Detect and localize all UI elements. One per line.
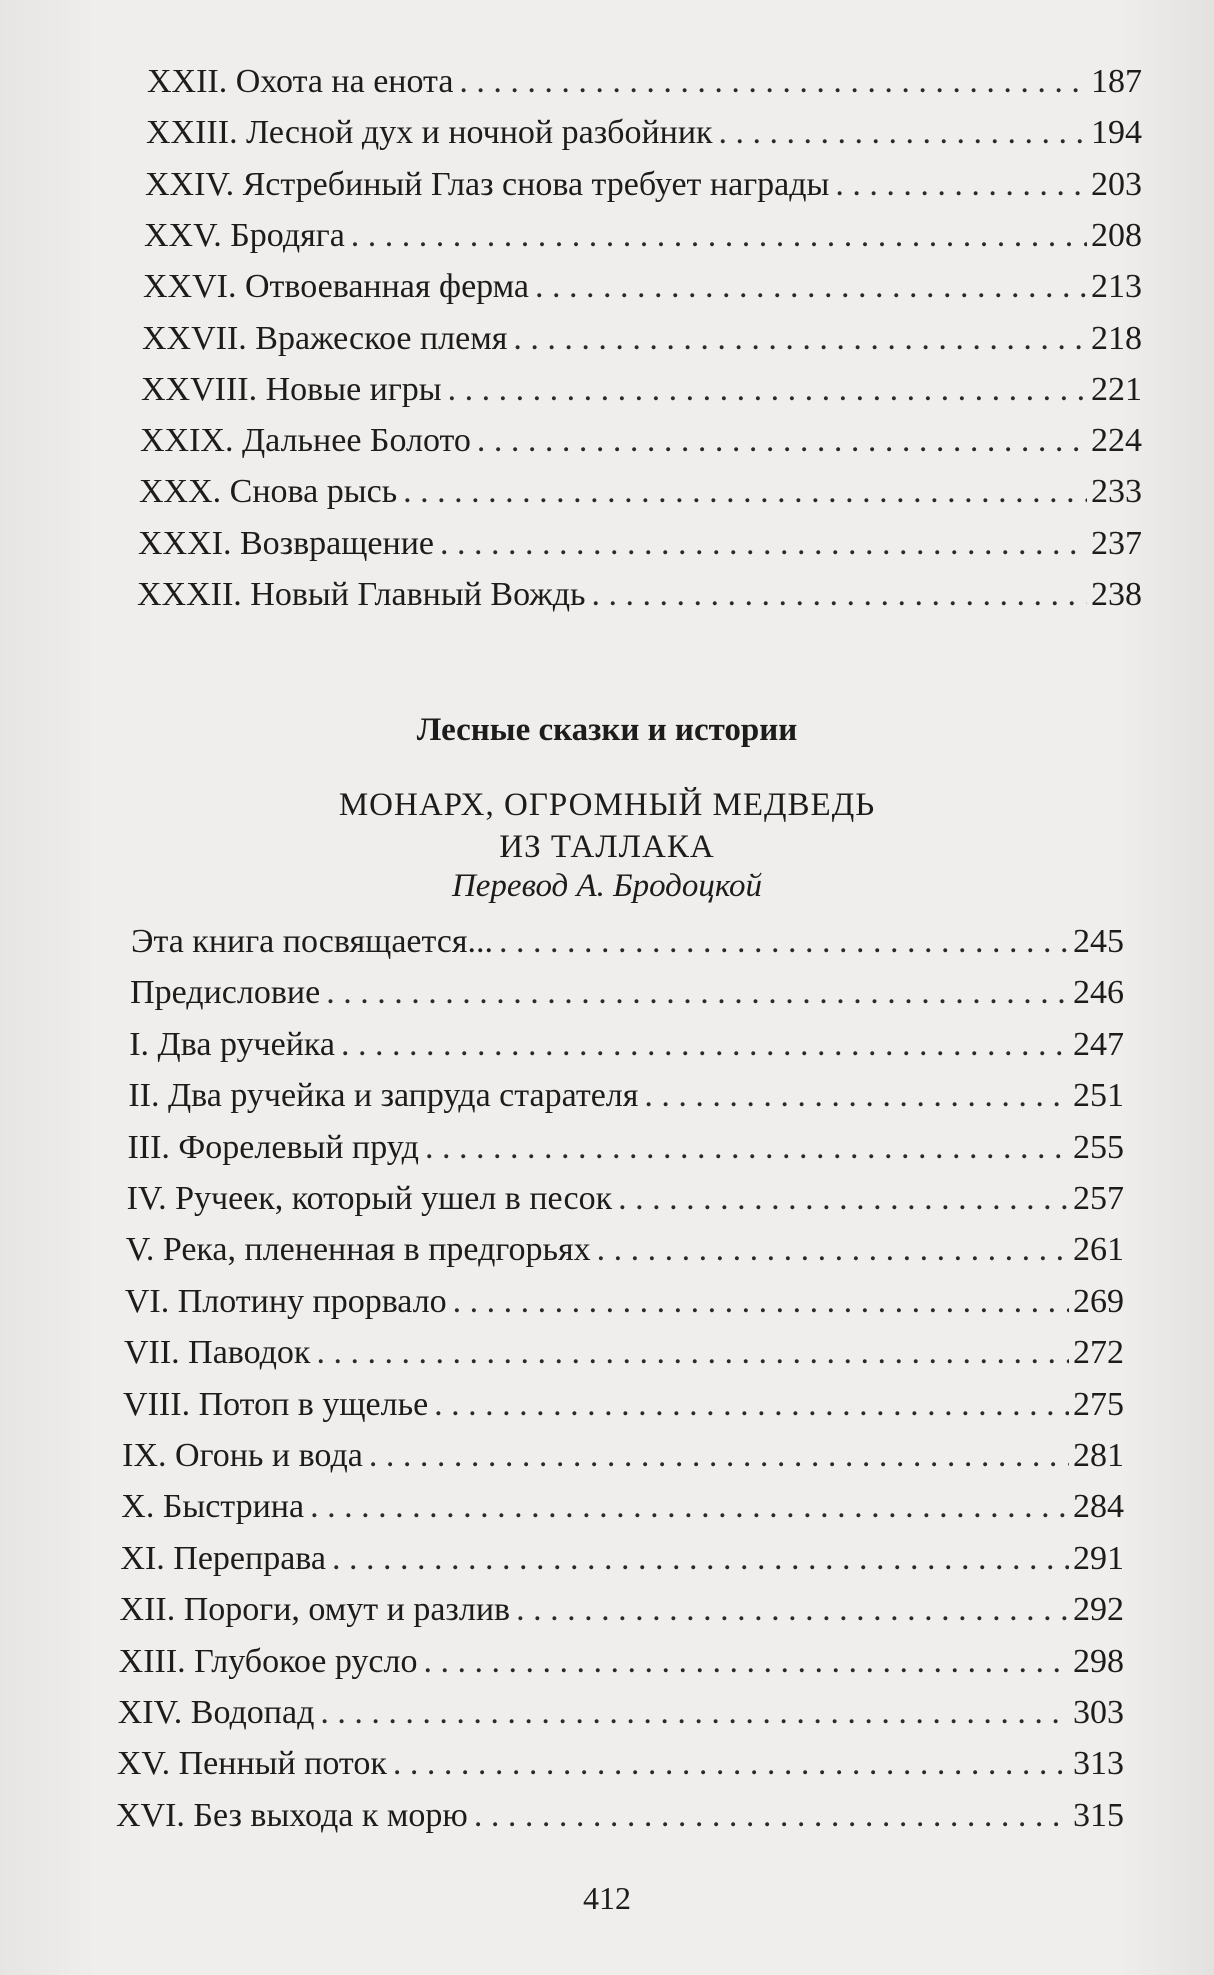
toc-entry-page: 255 — [1072, 1128, 1124, 1166]
toc-entry-page: 194 — [1091, 114, 1142, 152]
leader-dots — [499, 922, 1069, 962]
toc-entry-page: 213 — [1091, 268, 1142, 306]
toc-entry — [117, 1744, 1124, 1784]
toc-entry — [124, 1333, 1124, 1373]
toc-entry — [140, 421, 1142, 461]
toc-entry — [144, 216, 1142, 256]
toc-entry — [146, 113, 1142, 153]
toc-entry — [119, 1642, 1124, 1682]
toc-entry — [130, 973, 1124, 1013]
leader-dots — [835, 165, 1087, 205]
toc-entry-title: XXIV. Ястребиный Глаз снова требует награды — [145, 165, 830, 203]
toc-entry-page: 291 — [1072, 1539, 1124, 1577]
work-title-line-2: ИЗ ТАЛЛАКА — [499, 829, 715, 865]
toc-entry-title: Предисловие — [130, 974, 321, 1012]
page-number: 412 — [583, 1880, 631, 1916]
leader-dots — [597, 1230, 1069, 1270]
toc-entry-page: 251 — [1072, 1077, 1124, 1115]
section-heading: Лесные сказки и истории — [416, 712, 798, 748]
toc-entry-title: XXVII. Вражеское племя — [142, 319, 508, 357]
toc-entry-title: XXXII. Новый Главный Вождь — [137, 576, 586, 613]
toc-entry — [128, 1076, 1124, 1116]
leader-dots — [459, 62, 1087, 102]
toc-entry-title: VI. Плотину прорвало — [124, 1282, 447, 1320]
toc-entry-title: X. Быстрина — [121, 1488, 305, 1526]
toc-entry-title: Эта книга посвящается... — [131, 923, 493, 960]
toc-entry-title: XIII. Глубокое русло — [118, 1642, 418, 1680]
toc-entry-title: XI. Переправа — [120, 1539, 326, 1577]
toc-entry — [118, 1693, 1124, 1733]
toc-entry — [137, 575, 1142, 615]
toc-entry — [123, 1385, 1124, 1425]
toc-entry — [141, 370, 1142, 410]
toc-entry-title: XXVI. Отвоеванная ферма — [143, 268, 530, 306]
leader-dots — [448, 370, 1087, 410]
toc-entry-page: 246 — [1072, 974, 1124, 1012]
leader-dots — [434, 1385, 1069, 1425]
toc-entry-title: I. Два ручейка — [129, 1025, 335, 1063]
leader-dots — [425, 1128, 1069, 1168]
toc-entry-page: 237 — [1091, 524, 1142, 562]
toc-entry-page: 247 — [1072, 1025, 1124, 1063]
leader-dots — [320, 1693, 1069, 1733]
toc-entry-title: IV. Ручеек, который ушел в песок — [126, 1180, 613, 1217]
toc-entry — [147, 62, 1142, 102]
toc-entry-title: XXII. Охота на енота — [147, 63, 454, 100]
toc-entry — [127, 1179, 1124, 1219]
toc-entry — [126, 1230, 1124, 1270]
toc-entry-title: XXX. Снова рысь — [139, 473, 398, 511]
toc-entry-page: 261 — [1072, 1231, 1124, 1269]
leader-dots — [516, 1590, 1069, 1630]
toc-entry-title: XVI. Без выхода к морю — [116, 1796, 468, 1834]
leader-dots — [477, 421, 1087, 461]
toc-entry-title: XXIX. Дальнее Болото — [140, 422, 471, 460]
toc-entry-page: 187 — [1091, 63, 1142, 100]
toc-entry — [125, 1282, 1124, 1322]
toc-entry-page: 292 — [1072, 1591, 1124, 1629]
toc-entry-page: 208 — [1091, 216, 1142, 254]
toc-entry-title: VII. Паводок — [123, 1334, 311, 1372]
toc-entry-title: XXVIII. Новые игры — [141, 370, 442, 408]
leader-dots — [535, 267, 1087, 307]
toc-entry-page: 238 — [1091, 576, 1142, 613]
toc-entry — [121, 1487, 1124, 1527]
leader-dots — [513, 319, 1087, 359]
toc-entry-page: 315 — [1073, 1796, 1124, 1834]
toc-entry — [145, 165, 1142, 205]
leader-dots — [326, 973, 1069, 1013]
leader-dots — [644, 1076, 1069, 1116]
toc-entry-page: 245 — [1073, 923, 1124, 960]
toc-entry — [138, 524, 1142, 564]
toc-entry — [129, 1025, 1124, 1065]
toc-entry-title: XXIII. Лесной дух и ночной разбойник — [146, 114, 713, 152]
toc-entry-page: 303 — [1072, 1694, 1124, 1731]
toc-entry-page: 269 — [1072, 1282, 1124, 1320]
toc-entry-title: V. Река, плененная в предгорьях — [125, 1231, 591, 1269]
toc-entry-title: XXV. Бродяга — [144, 216, 345, 254]
toc-entry-title: VIII. Потоп в ущелье — [123, 1385, 429, 1423]
toc-entry-page: 275 — [1072, 1385, 1124, 1423]
leader-dots — [618, 1179, 1069, 1219]
toc-entry-title: XV. Пенный поток — [116, 1745, 387, 1783]
leader-dots — [403, 472, 1087, 512]
toc-entry-page: 218 — [1091, 319, 1142, 357]
leader-dots — [592, 575, 1087, 615]
leader-dots — [440, 524, 1087, 564]
leader-dots — [341, 1025, 1069, 1065]
leader-dots — [316, 1333, 1069, 1373]
leader-dots — [474, 1796, 1069, 1836]
toc-entry-page: 203 — [1091, 165, 1142, 203]
toc-entry-title: XIV. Водопад — [117, 1694, 315, 1731]
toc-entry-title: IX. Огонь и вода — [122, 1437, 363, 1474]
toc-entry-page: 233 — [1091, 473, 1142, 511]
work-title-line-1: МОНАРХ, ОГРОМНЫЙ МЕДВЕДЬ — [338, 787, 876, 823]
toc-entry — [127, 1128, 1124, 1168]
toc-entry — [116, 1796, 1124, 1836]
toc-entry-page: 284 — [1072, 1488, 1124, 1526]
leader-dots — [719, 113, 1087, 153]
leader-dots — [393, 1744, 1069, 1784]
toc-entry-page: 281 — [1072, 1437, 1124, 1474]
toc-entry — [131, 922, 1124, 962]
toc-entry-page: 224 — [1091, 422, 1142, 460]
toc-entry-page: 313 — [1072, 1745, 1124, 1783]
toc-entry — [122, 1436, 1124, 1476]
leader-dots — [332, 1539, 1069, 1579]
leader-dots — [453, 1282, 1069, 1322]
toc-entry-title: II. Два ручейка и запруда старателя — [128, 1077, 639, 1115]
toc-entry — [120, 1539, 1124, 1579]
leader-dots — [351, 216, 1087, 256]
toc-entry — [120, 1590, 1124, 1630]
toc-entry-title: III. Форелевый пруд — [127, 1128, 419, 1166]
toc-entry-page: 298 — [1072, 1642, 1124, 1680]
toc-entry-title: XXXI. Возвращение — [138, 524, 434, 562]
leader-dots — [310, 1487, 1069, 1527]
translator-credit: Перевод А. Бродоцкой — [451, 868, 763, 904]
toc-entry-page: 257 — [1072, 1180, 1124, 1217]
leader-dots — [369, 1436, 1069, 1476]
toc-entry-page: 272 — [1072, 1334, 1124, 1372]
toc-entry — [142, 319, 1142, 359]
toc-entry-title: XII. Пороги, омут и разлив — [119, 1591, 511, 1629]
toc-entry — [143, 267, 1142, 307]
toc-entry — [139, 472, 1142, 512]
toc-entry-page: 221 — [1091, 370, 1142, 408]
leader-dots — [424, 1642, 1069, 1682]
